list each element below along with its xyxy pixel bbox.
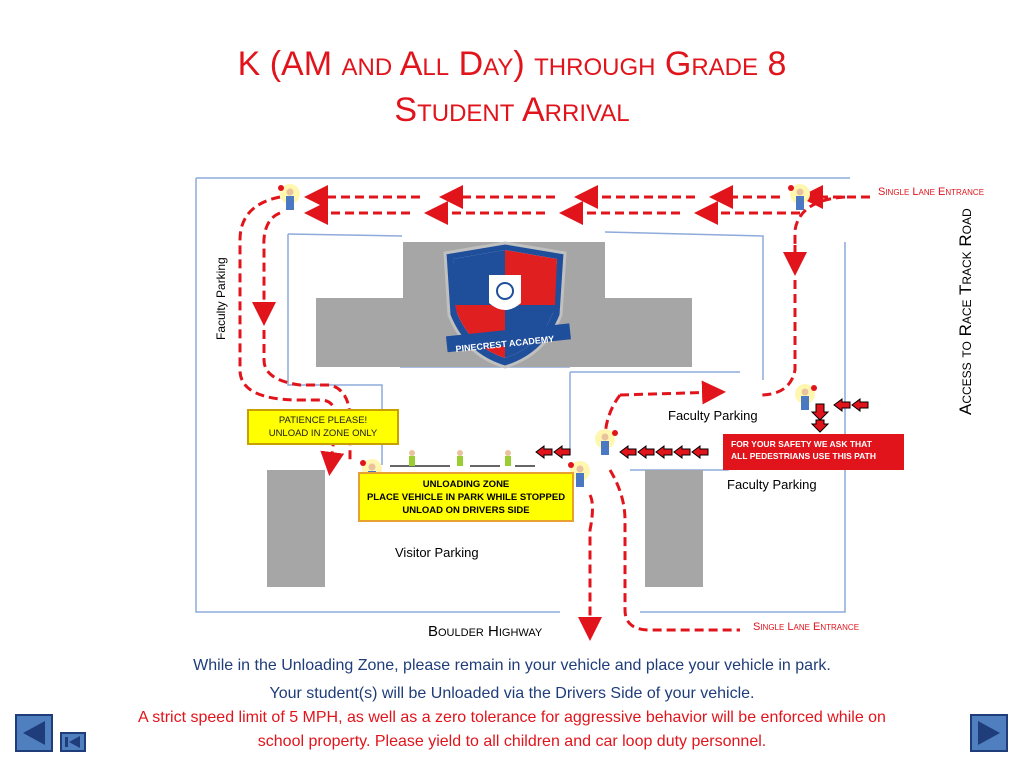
next-button[interactable] (970, 714, 1008, 752)
queue-arrows (812, 399, 868, 432)
patience-line2: UNLOAD IN ZONE ONLY (268, 428, 378, 439)
single-lane-entrance-bottom: Single Lane Entrance (753, 621, 860, 633)
patience-line1: PATIENCE PLEASE! (278, 415, 368, 426)
first-slide-button[interactable] (60, 732, 86, 752)
faculty-parking-right: Faculty Parking (727, 477, 817, 492)
single-lane-entrance-top: Single Lane Entrance (878, 186, 985, 198)
triangle-left-icon (17, 716, 51, 750)
queue-arrows-row (536, 446, 708, 458)
page-title-line1: K (AM and All Day) through Grade 8 (237, 45, 787, 83)
footer-line2: Your student(s) will be Unloaded via the Drivers Side of your vehicle. (269, 685, 755, 702)
faculty-parking-left: Faculty Parking (214, 257, 228, 340)
parking-block-left (267, 470, 325, 587)
triangle-right-icon (972, 716, 1006, 750)
safety-line2: ALL PEDESTRIANS USE THIS PATH (731, 451, 876, 461)
access-road-label: Access to Race Track Road (956, 208, 975, 415)
footer-line1: While in the Unloading Zone, please remain in your vehicle and place your vehicle in park. (193, 657, 831, 674)
page-title-line2: Student Arrival (394, 91, 630, 129)
footer-line4: school property. Please yield to all children and car loop duty personnel. (257, 733, 767, 750)
parking-block-right (645, 470, 703, 587)
skip-first-icon (62, 734, 84, 750)
unloading-zone-box (358, 472, 574, 522)
safety-line1: FOR YOUR SAFETY WE ASK THAT (731, 439, 872, 449)
unloading-zone-line3: UNLOAD ON DRIVERS SIDE (402, 505, 530, 516)
visitor-parking-label: Visitor Parking (395, 545, 479, 560)
boulder-highway-label: Boulder Highway (428, 623, 543, 640)
unloading-zone-line2: PLACE VEHICLE IN PARK WHILE STOPPED (366, 492, 566, 503)
logo-text: PINECREST ACADEMY (455, 333, 555, 355)
patience-note (247, 409, 399, 445)
footer-line3: A strict speed limit of 5 MPH, as well as a zero tolerance for aggressive behavior will be enforced while on (138, 709, 886, 726)
faculty-parking-center: Faculty Parking (668, 408, 758, 423)
prev-button[interactable] (15, 714, 53, 752)
unloading-zone-line1: UNLOADING ZONE (422, 479, 510, 490)
pedestrian-safety-note (723, 434, 904, 470)
